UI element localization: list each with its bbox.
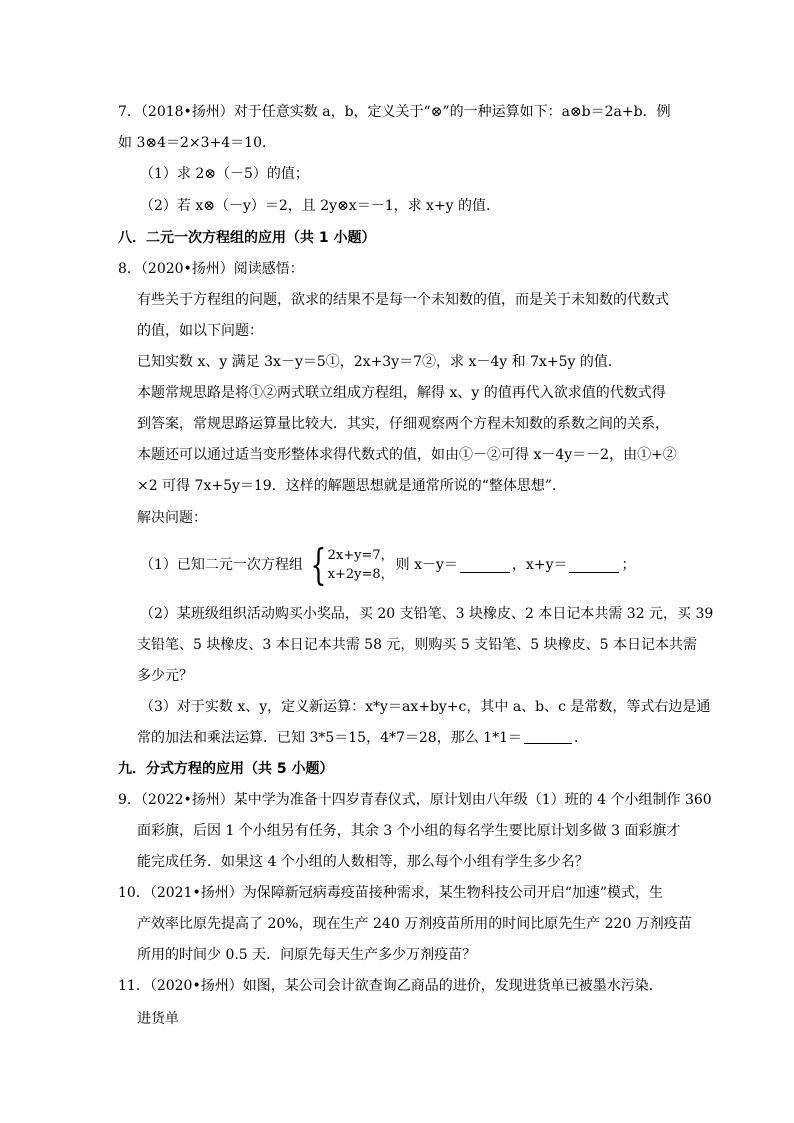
q8-sub-1-end: ；	[621, 557, 636, 573]
q9-line: 9．（2022•扬州）某中学为准备十四岁青春仪式，原计划由八年级（1）班的 4 个小组制作 360	[118, 792, 712, 808]
q8-sub-1-mid: 则 x－y＝	[395, 557, 458, 573]
equation-1: 2x+y=7，	[327, 548, 394, 563]
q7-part-2: （2）若 x⊗（－y）＝2，且 2y⊗x＝－1，求 x+y 的值．	[140, 198, 501, 214]
q7-line-1: 7．（2018•扬州）对于任意实数 a，b，定义关于“⊗”的一种运算如下：a⊗b＝2a+b．例	[118, 104, 671, 120]
q8-header: 8．（2020•扬州）阅读感悟：	[118, 261, 304, 277]
q7-part-1: （1）求 2⊗（－5）的值；	[140, 166, 309, 182]
q7-line-2: 如 3⊗4＝2×3+4＝10．	[118, 135, 276, 151]
q11-invoice-label: 进货单	[137, 1011, 179, 1027]
q8-sub-3-end: ．	[573, 730, 588, 746]
q9-line: 能完成任务．如果这 4 个小组的人数相等，那么每个小组有学生多少名？	[137, 854, 589, 870]
q8-sub-1-prefix: （1）已知二元一次方程组	[140, 557, 303, 573]
q8-paragraph-line: 的值，如以下问题：	[137, 323, 263, 339]
q8-sub-2-line: 多少元？	[137, 668, 193, 684]
section-9-title: 九．分式方程的应用（共 5 小题）	[118, 761, 334, 777]
q8-sub-2-line: （2）某班级组织活动购买小奖品，买 20 支铅笔、3 块橡皮、2 本日记本共需 32 元，买 39	[140, 606, 714, 622]
q8-paragraph-line: 有些关于方程组的问题，欲求的结果不是每一个未知数的值，而是关于未知数的代数式	[137, 292, 669, 308]
answer-blank[interactable]	[569, 558, 619, 573]
q9-line: 面彩旗，后因 1 个小组另有任务，其余 3 个小组的每名学生要比原计划多做 3 面彩旗才	[137, 823, 681, 839]
q10-line: 产效率比原先提高了 20%，现在生产 240 万剂疫苗所用的时间比原先生产 220 万剂疫苗	[137, 916, 692, 932]
q8-solve-heading: 解决问题：	[137, 510, 207, 526]
q8-sub-3-line: （3）对于实数 x、y，定义新运算：x*y＝ax+by+c，其中 a、b、c 是常数，等式右边是通	[140, 699, 711, 715]
q8-paragraph-line: 本题还可以通过适当变形整体求得代数式的值，如由①－②可得 x－4y＝－2，由①+②	[137, 447, 677, 463]
q8-sub-3-text: 常的加法和乘法运算．已知 3*5＝15，4*7＝28，那么 1*1＝	[137, 730, 522, 746]
q8-sub-1-sep: ，x+y＝	[511, 557, 568, 573]
q8-sub-1	[140, 540, 636, 589]
equation-system	[305, 540, 394, 589]
q8-paragraph-line: 已知实数 x、y 满足 3x－y＝5①，2x+3y＝7②，求 x－4y 和 7x+5y 的值．	[137, 354, 622, 370]
left-brace-icon: {	[310, 540, 327, 589]
answer-blank[interactable]	[524, 729, 572, 744]
q8-sub-2-line: 支铅笔、5 块橡皮、3 本日记本共需 58 元，则购买 5 支铅笔、5 块橡皮、5 本日记本共需	[137, 637, 697, 653]
q8-paragraph-line: 到答案，常规思路运算量比较大．其实，仔细观察两个方程未知数的系数之间的关系，	[137, 416, 669, 432]
q10-line: 10．（2021•扬州）为保障新冠病毒疫苗接种需求，某生物科技公司开启“加速”模式，生	[118, 885, 664, 901]
equation-2: x+2y=8，	[327, 567, 394, 582]
answer-blank[interactable]	[460, 558, 510, 573]
q10-line: 所用的时间少 0.5 天．问原先每天生产多少万剂疫苗？	[137, 947, 477, 963]
section-8-title: 八．二元一次方程组的应用（共 1 小题）	[118, 230, 376, 246]
q8-sub-3-line-2	[137, 728, 588, 748]
q8-paragraph-line: ×2 可得 7x+5y＝19．这样的解题思想就是通常所说的“整体思想”．	[137, 478, 567, 494]
q11-line: 11．（2020•扬州）如图，某公司会计欲查询乙商品的进价，发现进货单已被墨水污染．	[118, 978, 663, 994]
q8-paragraph-line: 本题常规思路是将①②两式联立组成方程组，解得 x、y 的值再代入欲求值的代数式得	[137, 385, 666, 401]
